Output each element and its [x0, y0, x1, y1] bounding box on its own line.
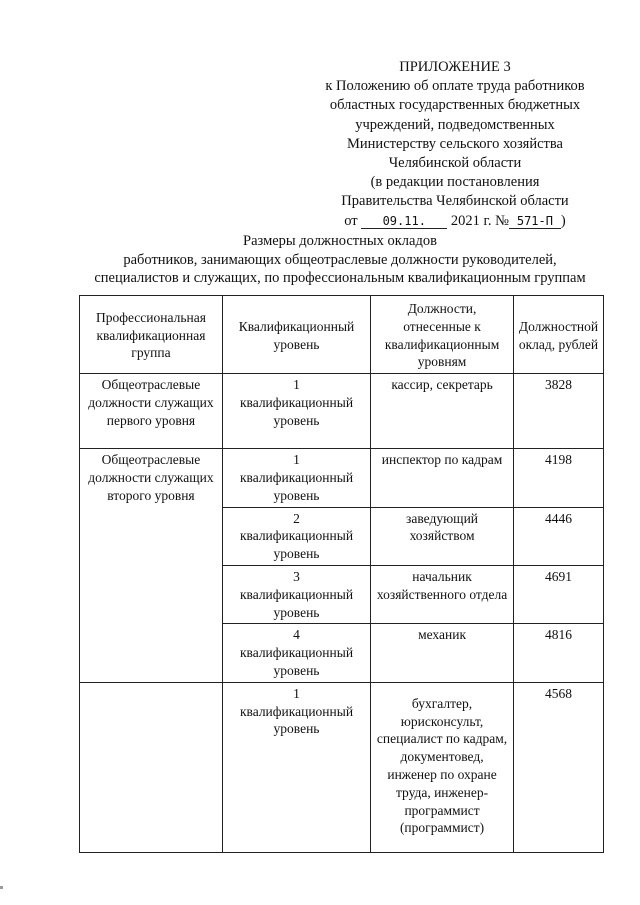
appendix-line: Правительства Челябинской области	[341, 193, 569, 210]
header-qualification-level: Квалификационный уровень	[222, 296, 370, 374]
level-word: квалификационный уровень	[239, 528, 354, 562]
salary-cell: 3828	[514, 374, 604, 449]
salary-cell: 4446	[514, 507, 604, 565]
level-word: квалификационный уровень	[239, 645, 354, 678]
level-cell	[222, 449, 370, 507]
salary-cell: 4691	[514, 565, 604, 623]
level-cell	[222, 374, 370, 449]
level-word: квалификационный уровень	[239, 586, 354, 620]
positions-cell: начальник хозяйственного отдела	[371, 565, 514, 623]
decree-number-field: 571-П	[509, 214, 561, 229]
date-prefix: от	[344, 212, 358, 229]
group-name-cell	[80, 682, 223, 852]
level-cell	[222, 507, 370, 565]
level-number: 1	[293, 452, 300, 468]
level-cell	[222, 565, 370, 623]
table-row	[80, 682, 604, 852]
appendix-line: (в редакции постановления	[370, 174, 540, 191]
date-value-field: 09.11.	[361, 214, 447, 229]
decree-date-line	[300, 212, 610, 231]
positions-cell: механик	[371, 624, 514, 682]
positions-cell: инспектор по кадрам	[371, 449, 514, 507]
scan-artifact	[0, 886, 3, 889]
heading-title: Размеры должностных окладов	[243, 233, 437, 249]
level-number: 3	[293, 568, 300, 584]
level-number: 2	[293, 510, 300, 526]
level-number: 1	[293, 685, 300, 701]
level-number: 4	[293, 627, 300, 643]
appendix-line: областных государственных бюджетных	[329, 97, 581, 114]
level-word: квалификационный уровень	[239, 703, 354, 737]
heading-line: специалистов и служащих, по профессиональным квалификационным группам	[94, 270, 586, 287]
salary-cell: 4198	[514, 449, 604, 507]
salary-cell: 4568	[514, 682, 604, 852]
header-salary: Должностной оклад, рублей	[514, 296, 604, 374]
appendix-block	[300, 58, 610, 231]
level-word: квалификационный уровень	[239, 469, 354, 503]
header-qualification-group: Профессиональная квалификационная группа	[80, 296, 223, 374]
salary-table	[79, 295, 604, 853]
positions-cell: заведующий хозяйством	[371, 507, 514, 565]
year-number-text: 2021 г. №	[450, 212, 509, 229]
document-heading	[70, 232, 610, 288]
table-header-row	[80, 296, 604, 374]
table-row	[80, 449, 604, 507]
level-word: квалификационный уровень	[239, 394, 354, 428]
table-row	[80, 374, 604, 449]
appendix-line: к Положению об оплате труда работников	[325, 78, 585, 95]
header-positions: Должности, отнесенные к квалификационным уровням	[371, 296, 514, 374]
appendix-title: ПРИЛОЖЕНИЕ 3	[399, 59, 511, 75]
appendix-line: учреждений, подведомственных	[355, 116, 555, 133]
heading-line: работников, занимающих общеотраслевые должности руководителей,	[123, 251, 557, 268]
level-cell	[222, 682, 370, 852]
level-number: 1	[293, 377, 300, 393]
closing-paren: )	[560, 212, 566, 229]
group-name-cell: Общеотраслевые должности служащих первого уровня	[80, 374, 223, 449]
positions-cell: кассир, секретарь	[371, 374, 514, 449]
appendix-line: Министерству сельского хозяйства	[347, 135, 563, 152]
level-cell	[222, 624, 370, 682]
appendix-line: Челябинской области	[388, 155, 522, 172]
salary-cell: 4816	[514, 624, 604, 682]
group-name-cell: Общеотраслевые должности служащих второго уровня	[80, 449, 223, 683]
positions-cell: бухгалтер, юрисконсульт, специалист по кадрам, документовед, инженер по охране труда, инженер-программист (программист)	[371, 682, 514, 852]
